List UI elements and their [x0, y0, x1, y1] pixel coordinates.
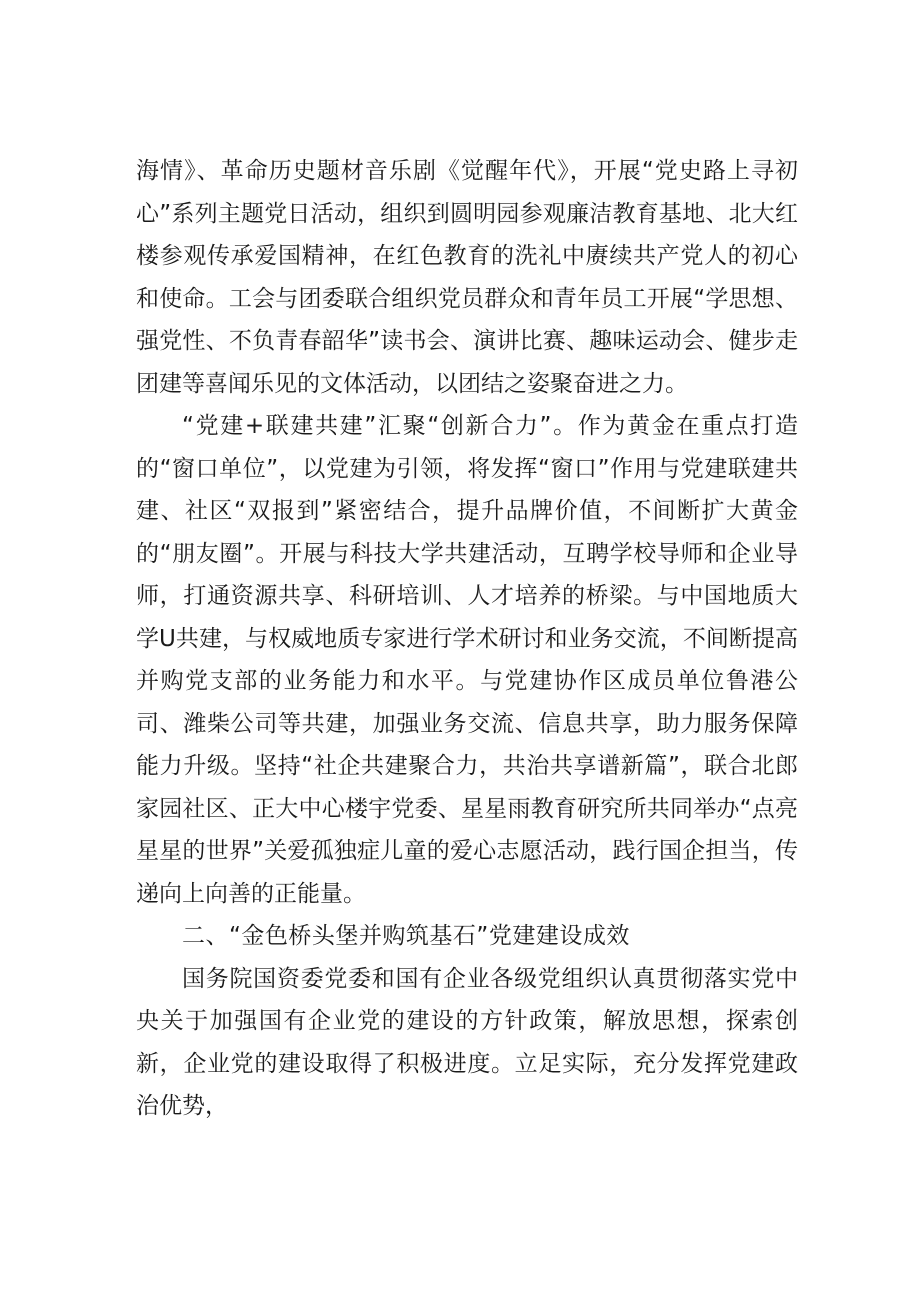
- document-body: [136, 150, 798, 1128]
- section-heading: 二、“金色桥头堡并购筑基石”党建建设成效: [182, 923, 630, 949]
- paragraph-activities: 海情》、革命历史题材音乐剧《觉醒年代》，开展“党史路上寻初心”系列主题党日活动，组织到圆明园参观廉洁教育基地、北大红楼参观传承爱国精神，在红色教育的洗礼中赓续共产党人的初心和使命。工会与团委联合组织党员群众和青年员工开展“学思想、强党性、不负青春韶华”读书会、演讲比赛、趣味运动会、健步走团建等喜闻乐见的文体活动，以团结之姿聚奋进之力。: [136, 158, 798, 397]
- paragraph-achievements: 国务院国资委党委和国有企业各级党组织认真贯彻落实党中央关于加强国有企业党的建设的方针政策，解放思想，探索创新，企业党的建设取得了积极进度。立足实际，充分发挥党建政治优势，: [136, 965, 798, 1119]
- paragraph-joint-construction: “党建+联建共建”汇聚“创新合力”。作为黄金在重点打造的“窗口单位”，以党建为引领，将发挥“窗口”作用与党建联建共建、社区“双报到”紧密结合，提升品牌价值，不间断扩大黄金的“朋友圈”。开展与科技大学共建活动，互聘学校导师和企业导师，打通资源共享、科研培训、人才培养的桥梁。与中国地质大学U共建，与权威地质专家进行学术研讨和业务交流，不间断提高并购党支部的业务能力和水平。与党建协作区成员单位鲁港公司、潍柴公司等共建，加强业务交流、信息共享，助力服务保障能力升级。坚持“社企共建聚合力，共治共享谱新篇”，联合北郎家园社区、正大中心楼宇党委、星星雨教育研究所共同举办“点亮星星的世界”关爱孤独症儿童的爱心志愿活动，践行国企担当，传递向上向善的正能量。: [136, 413, 798, 907]
